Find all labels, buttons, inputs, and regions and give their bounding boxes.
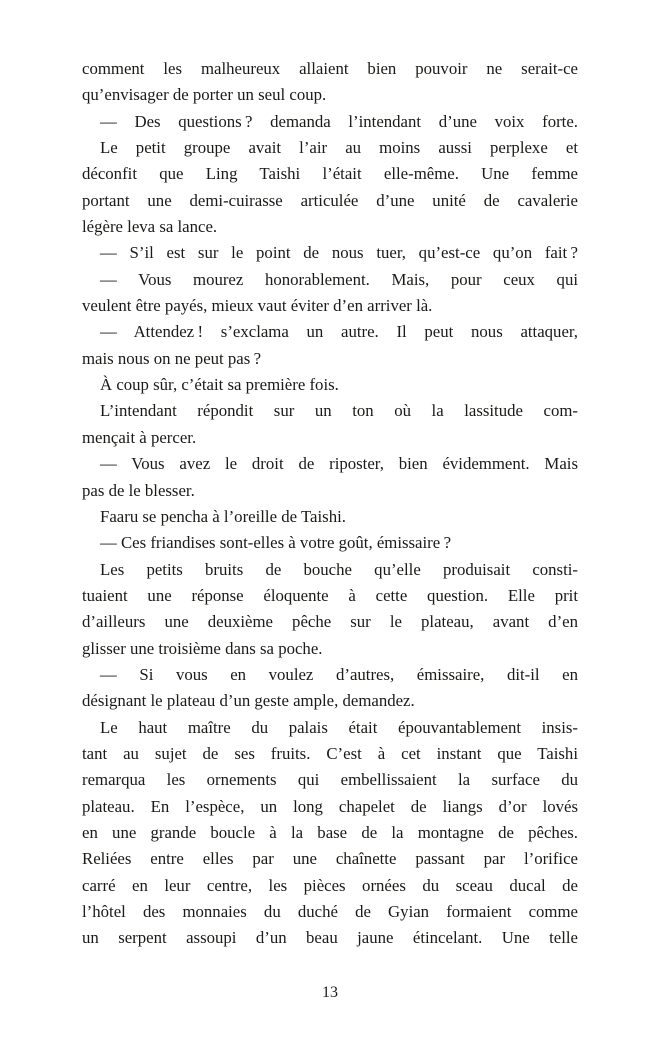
text-line: remarqua les ornements qui embellissaient la surface du — [82, 770, 578, 790]
text-line: en une grande boucle à la base de la montagne de pêches. — [82, 822, 578, 842]
text-line: l’hôtel des monnaies du duché de Gyian formaient comme — [82, 902, 578, 921]
text-line: pas de le blesser. — [82, 480, 195, 500]
text-line: Le petit groupe avait l’air au moins aussi perplexe et — [100, 138, 578, 158]
text-line: — Vous mourez honorablement. Mais, pour ceux qui — [100, 269, 578, 289]
text-line: Les petits bruits de bouche qu’elle produisait consti- — [100, 559, 578, 579]
text-line: un serpent assoupi d’un beau jaune étincelant. Une telle — [82, 928, 578, 948]
text-line: comment les malheureux allaient bien pouvoir ne serait-ce — [82, 59, 578, 78]
text-line: — Ces friandises sont-elles à votre goût, émissaire ? — [100, 533, 452, 553]
text-line: — Des questions ? demanda l’intendant d’une voix forte. — [100, 111, 578, 131]
text-line: veulent être payés, mieux vaut éviter d’en arriver là. — [82, 296, 433, 316]
page-number: 13 — [322, 984, 338, 1001]
text-line: désignant le plateau d’un geste ample, demandez. — [82, 691, 415, 711]
text-line: d’ailleurs une deuxième pêche sur le plateau, avant d’en — [82, 612, 578, 632]
text-line: tuaient une réponse éloquente à cette question. Elle prit — [82, 585, 578, 605]
text-line: glisser une troisième dans sa poche. — [82, 638, 323, 658]
text-line: mais nous on ne peut pas ? — [82, 348, 262, 368]
text-line: portant une demi-cuirasse articulée d’une unité de cavalerie — [82, 190, 578, 210]
text-block — [82, 56, 578, 952]
text-line: qu’envisager de porter un seul coup. — [82, 85, 327, 105]
text-line: déconfit que Ling Taishi l’était elle-même. Une femme — [82, 164, 578, 184]
text-line: — S’il est sur le point de nous tuer, qu’est-ce qu’on fait ? — [100, 243, 578, 263]
text-line: Reliées entre elles par une chaînette passant par l’orifice — [82, 849, 578, 869]
text-line: — Vous avez le droit de riposter, bien évidemment. Mais — [100, 454, 578, 474]
text-line: tant au sujet de ses fruits. C’est à cet instant que Taishi — [82, 743, 578, 763]
text-line: Le haut maître du palais était épouvantablement insis- — [100, 717, 578, 737]
text-line: légère leva sa lance. — [82, 217, 218, 237]
text-line: À coup sûr, c’était sa première fois. — [100, 375, 339, 395]
text-line: Faaru se pencha à l’oreille de Taishi. — [100, 506, 346, 526]
text-line: — Si vous en voulez d’autres, émissaire, dit-il en — [100, 664, 578, 684]
text-line: L’intendant répondit sur un ton où la lassitude com- — [100, 401, 578, 421]
text-line: — Attendez ! s’exclama un autre. Il peut nous attaquer, — [100, 322, 578, 342]
text-line: plateau. En l’espèce, un long chapelet de liangs d’or lovés — [82, 796, 578, 816]
text-line: mençait à percer. — [82, 427, 197, 447]
text-line: carré en leur centre, les pièces ornées du sceau ducal de — [82, 875, 578, 895]
